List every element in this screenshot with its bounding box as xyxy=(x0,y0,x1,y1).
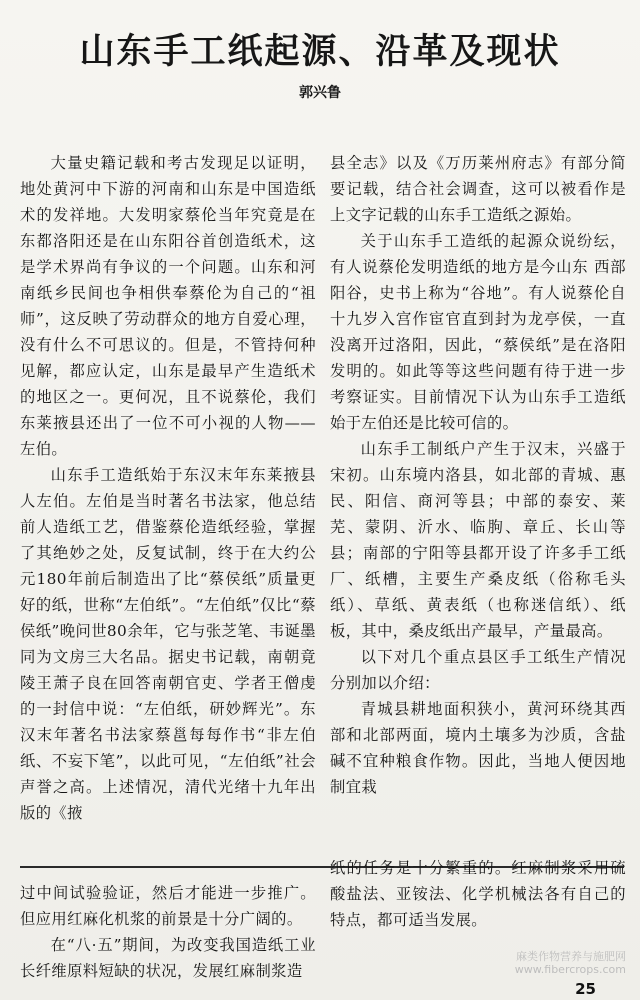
paragraph: 山东手工制纸户产生于汉末，兴盛于宋初。山东境内洛县，如北部的青城、惠民、阳信、商河等县；中部的泰安、莱芜、蒙阴、沂水、临朐、章丘、长山等县；南部的宁阳等县都开设了许多手工纸厂、纸槽，主要生产桑皮纸（俗称毛头纸）、草纸、黄表纸（也称迷信纸）、纸板，其中，桑皮纸出产最早，产量最高。 xyxy=(330,440,626,640)
paragraph: 县全志》以及《万历莱州府志》有部分简要记载，结合社会调查，这可以被看作是上文字记载的山东手工造纸之源始。 xyxy=(330,154,626,224)
paragraph: 山东手工造纸始于东汉末年东莱掖县人左伯。左伯是当时著名书法家，他总结前人造纸工艺，借鉴蔡伦造纸经验，掌握了其绝妙之处，反复试制，终于在大约公元180年前后制造出了比“蔡侯纸”质量更好的纸，世称“左伯纸”。“左伯纸”仅比“蔡侯纸”晚问世80余年，它与张芝笔、韦诞墨同为文房三大名品。据史书记载，南朝竟陵王萧子良在回答南朝官吏、学者王僧虔的一封信中说：“左伯纸，研妙辉光”。东汉末年著名书法家蔡邕每每作书“非左伯纸、不妄下笔”，以此可见，“左伯纸”社会声誉之高。上述情况，清代光绪十九年出版的《掖 xyxy=(20,466,316,822)
paragraph: 在“八·五”期间，为改变我国造纸工业长纤维原料短缺的状况，发展红麻制浆造 xyxy=(20,936,316,980)
article-title: 山东手工纸起源、沿革及现状 xyxy=(79,32,561,72)
paragraph: 青城县耕地面积狭小，黄河环绕其西部和北部两面，境内土壤多为沙质，含盐碱不宜种粮食作物。因此，当地人便因地制宜栽 xyxy=(330,700,626,796)
watermark-url: www.fibercrops.com xyxy=(514,963,626,976)
watermark-text: 麻类作物营养与施肥网 xyxy=(516,950,626,963)
article-author: 郭兴鲁 xyxy=(299,85,341,101)
paragraph: 过中间试验验证，然后才能进一步推广。但应用红麻化机浆的前景是十分广阔的。 xyxy=(20,884,316,928)
paragraph: 以下对几个重点县区手工纸生产情况分别加以介绍： xyxy=(330,648,626,692)
watermark xyxy=(515,950,626,976)
left-column-top xyxy=(20,150,316,826)
paragraph: 纸的任务是十分繁重的。红麻制浆采用硫酸盐法、亚铵法、化学机械法各有自己的特点，都可适当发展。 xyxy=(330,859,626,929)
paragraph: 大量史籍记载和考古发现足以证明，地处黄河中下游的河南和山东是中国造纸术的发祥地。大发明家蔡伦当年究竟是在东都洛阳还是在山东阳谷首创造纸术，这是学术界尚有争议的一个问题。山东和河南纸乡民间也争相供奉蔡伦为自己的“祖师”，这反映了劳动群众的地方自爱心理，没有什么不可思议的。但是，不管持何种见解，都应认定，山东是最早产生造纸术的地区之一。更何况，且不说蔡伦，我们东莱掖县还出了一位不可小视的人物——左伯。 xyxy=(20,154,316,458)
paragraph: 关于山东手工造纸的起源众说纷纭，有人说蔡伦发明造纸的地方是今山东 西部阳谷，史书上称为“谷地”。有人说蔡伦自十九岁入宫作宦官直到封为龙亭侯，一直没离开过洛阳，因此，“蔡侯纸”是在洛阳发明的。如此等等这些问题有待于进一步考察证实。目前情况下认为山东手工造纸始于左伯还是比较可信的。 xyxy=(330,232,626,432)
right-column-top xyxy=(330,150,626,800)
right-column-bottom xyxy=(330,855,626,933)
page-number: 25 xyxy=(575,980,596,998)
left-column-bottom xyxy=(20,880,316,984)
